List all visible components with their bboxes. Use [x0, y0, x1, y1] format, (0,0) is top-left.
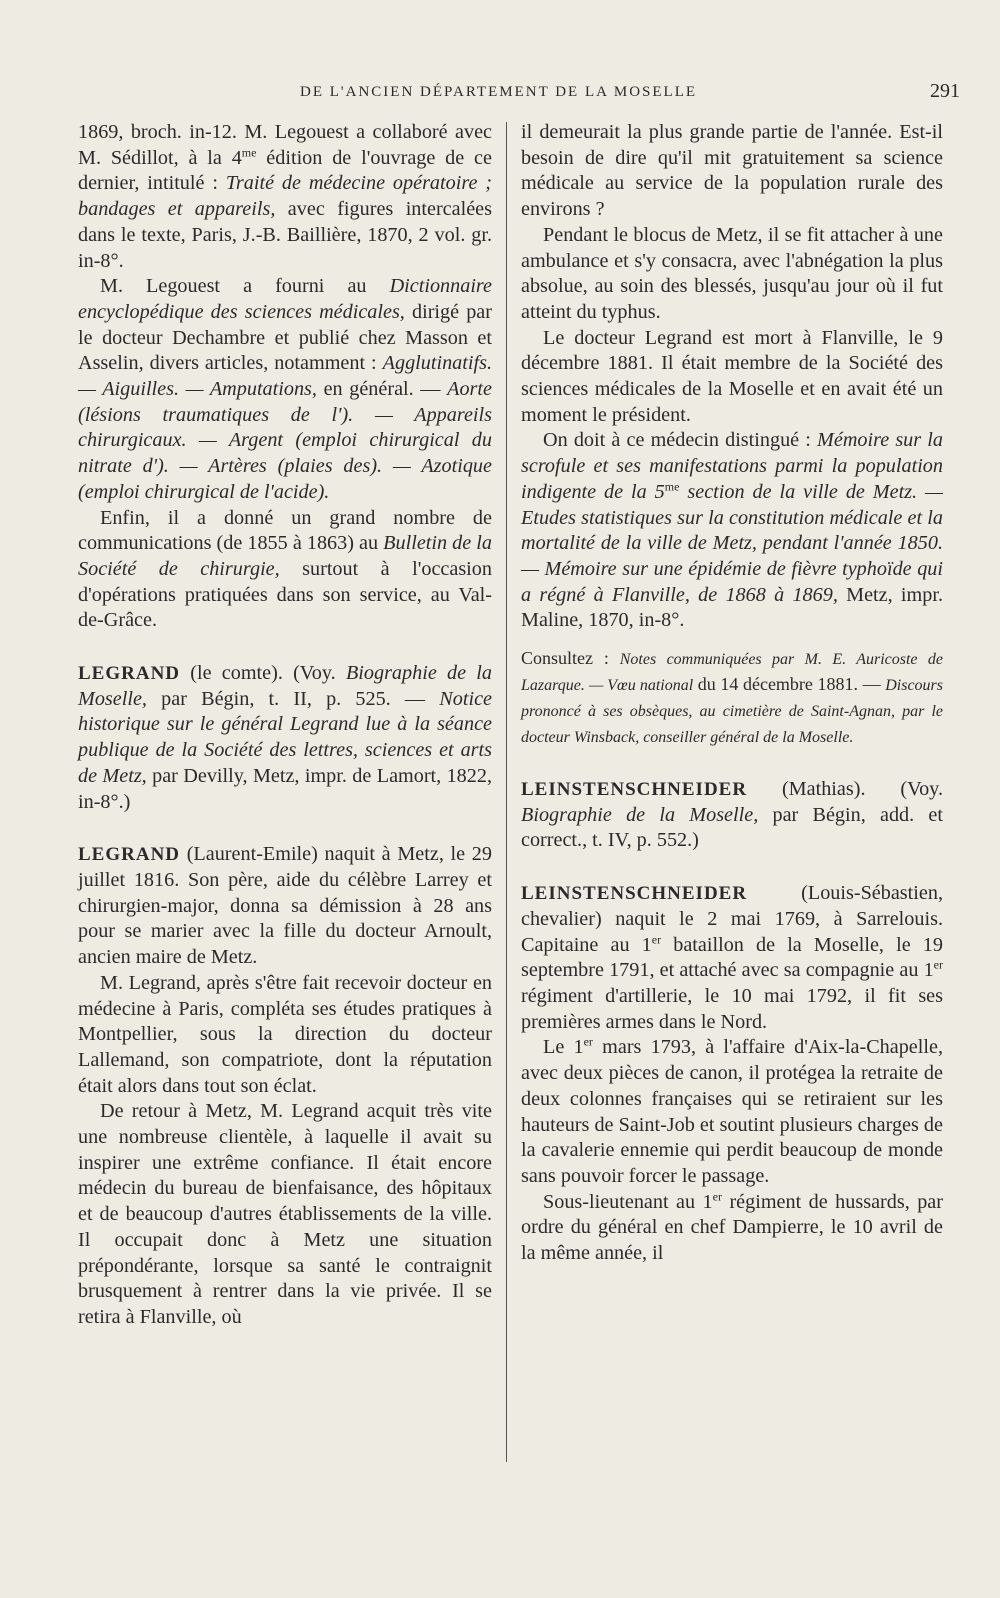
paragraph: Enfin, il a donné un grand nombre de communications (de 1855 à 1863) au Bulletin de la Société de chirurgie, surtout à l'occasion d'opérations pratiquées dans son service, au Val-de-Grâce.	[78, 506, 492, 632]
left-column	[78, 120, 492, 1331]
page-number: 291	[930, 80, 960, 102]
headword: LEINSTENSCHNEIDER	[521, 779, 748, 801]
paragraph: M. Legrand, après s'être fait recevoir docteur en médecine à Paris, compléta ses études pratiques à Montpellier, sous la direction du docteur Lallemand, son compatriote, dont la réputation était alors dans tout son éclat.	[78, 971, 492, 1097]
paragraph: On doit à ce médecin distingué : Mémoire sur la scrofule et ses manifestations parmi la population indigente de la $5^{me}$ section de la ville de Metz. — Etudes statistiques sur la constitution médicale et la mortalité de la ville de Metz, pendant l'année 1850. — Mémoire sur une épidémie de fièvre typhoïde qui a régné à Flanville, de 1868 à 1869, Metz, impr. Maline, 1870, in-8°.	[521, 429, 943, 632]
paragraph: 1869, broch. in-12. M. Legouest a collaboré avec M. Sédillot, à la $4^{me}$ édition de l'ouvrage de ce dernier, intitulé : Traité de médecine opératoire ; bandages et appareils, avec figures intercalées dans le texte, Paris, J.-B. Baillière, 1870, 2 vol. gr. in-8°.	[78, 121, 492, 272]
paragraph: Pendant le blocus de Metz, il se fit attacher à une ambulance et s'y consacra, avec l'abnégation la plus absolue, au soin des blessés, jusqu'au jour où il fut atteint du typhus.	[521, 223, 943, 323]
paragraph: Le docteur Legrand est mort à Flanville, le 9 décembre 1881. Il était membre de la Société des sciences médicales de la Moselle et en avait été un moment le président.	[521, 326, 943, 426]
paragraph: Sous-lieutenant au 1er régiment de hussards, par ordre du général en chef Dampierre, le 10 avril de la même année, il	[521, 1188, 943, 1265]
running-head	[290, 80, 960, 106]
entry-legrand-laurent-emile: LEGRAND (Laurent-Emile) naquit à Metz, le 29 juillet 1816. Son père, aide du célèbre Larrey et chirurgien-major, donna sa démission à 28 ans pour se marier avec la fille du docteur Arnoult, ancien maire de Metz.	[78, 843, 492, 969]
column-divider	[506, 122, 507, 1462]
paragraph: M. Legouest a fourni au Dictionnaire encyclopédique des sciences médicales, dirigé par le docteur Dechambre et publié chez Masson et Asselin, divers articles, notamment : Agglutinatifs. — Aiguilles. — Amputations, en général. — Aorte (lésions traumatiques de l'). — Appareils chirurgicaux. — Argent (emploi chirurgical du nitrate d'). — Artères (plaies des). — Azotique (emploi chirurgical de l'acide).	[78, 275, 492, 503]
entry-legrand-comte: LEGRAND (le comte). (Voy. Biographie de la Moselle, par Bégin, t. II, p. 525. — Notice historique sur le général Legrand lue à la séance publique de la Société des lettres, sciences et arts de Metz, par Devilly, Metz, impr. de Lamort, 1822, in-8°.)	[78, 662, 493, 813]
right-column	[521, 120, 943, 1267]
headword: LEGRAND	[78, 663, 181, 685]
headword: LEINSTENSCHNEIDER	[521, 883, 748, 905]
entry-leinstenschneider-louis-sebastien: LEINSTENSCHNEIDER (Louis-Sébastien, chevalier) naquit le 2 mai 1769, à Sarrelouis. Capitaine au 1er bataillon de la Moselle, le 19 septembre 1791, et attaché avec sa compagnie au 1er régiment d'artillerie, le 10 mai 1792, il fit ses premières armes dans le Nord.	[521, 882, 943, 1033]
paragraph: De retour à Metz, M. Legrand acquit très vite une nombreuse clientèle, à laquelle il avait su inspirer une extrême confiance. Il était encore médecin du bureau de bienfaisance, des hôpitaux et de beaucoup d'autres établissements de la ville. Il occupait donc à Metz une situation prépondérante, lorsque sa santé le contraignit brusquement à rentrer dans la vie privée. Il se retira à Flanville, où	[78, 1100, 492, 1328]
sources-note: Consultez : Notes communiquées par M. E. Auricoste de Lazarque. — Vœu national du 14 décembre 1881. — Discours prononcé à ses obsèques, au cimetière de Saint-Agnan, par le docteur Winsback, conseiller général de la Moselle.	[521, 648, 943, 747]
paragraph: il demeurait la plus grande partie de l'année. Est-il besoin de dire qu'il mit gratuitement sa science médicale au service de la population rurale des environs ?	[521, 121, 943, 221]
running-title: DE L'ANCIEN DÉPARTEMENT DE LA MOSELLE	[300, 84, 698, 100]
entry-leinstenschneider-mathias: LEINSTENSCHNEIDER (Mathias). (Voy. Biographie de la Moselle, par Bégin, add. et correct., t. IV, p. 552.)	[521, 778, 943, 852]
paragraph: Le 1er mars 1793, à l'affaire d'Aix-la-Chapelle, avec deux pièces de canon, il protégea la retraite de deux colonnes françaises qui se retiraient sur les hauteurs de Saint-Job et soutint plusieurs charges de la cavalerie ennemie qui perdit beaucoup de monde sans pouvoir forcer le passage.	[521, 1034, 943, 1187]
headword: LEGRAND	[78, 844, 181, 866]
